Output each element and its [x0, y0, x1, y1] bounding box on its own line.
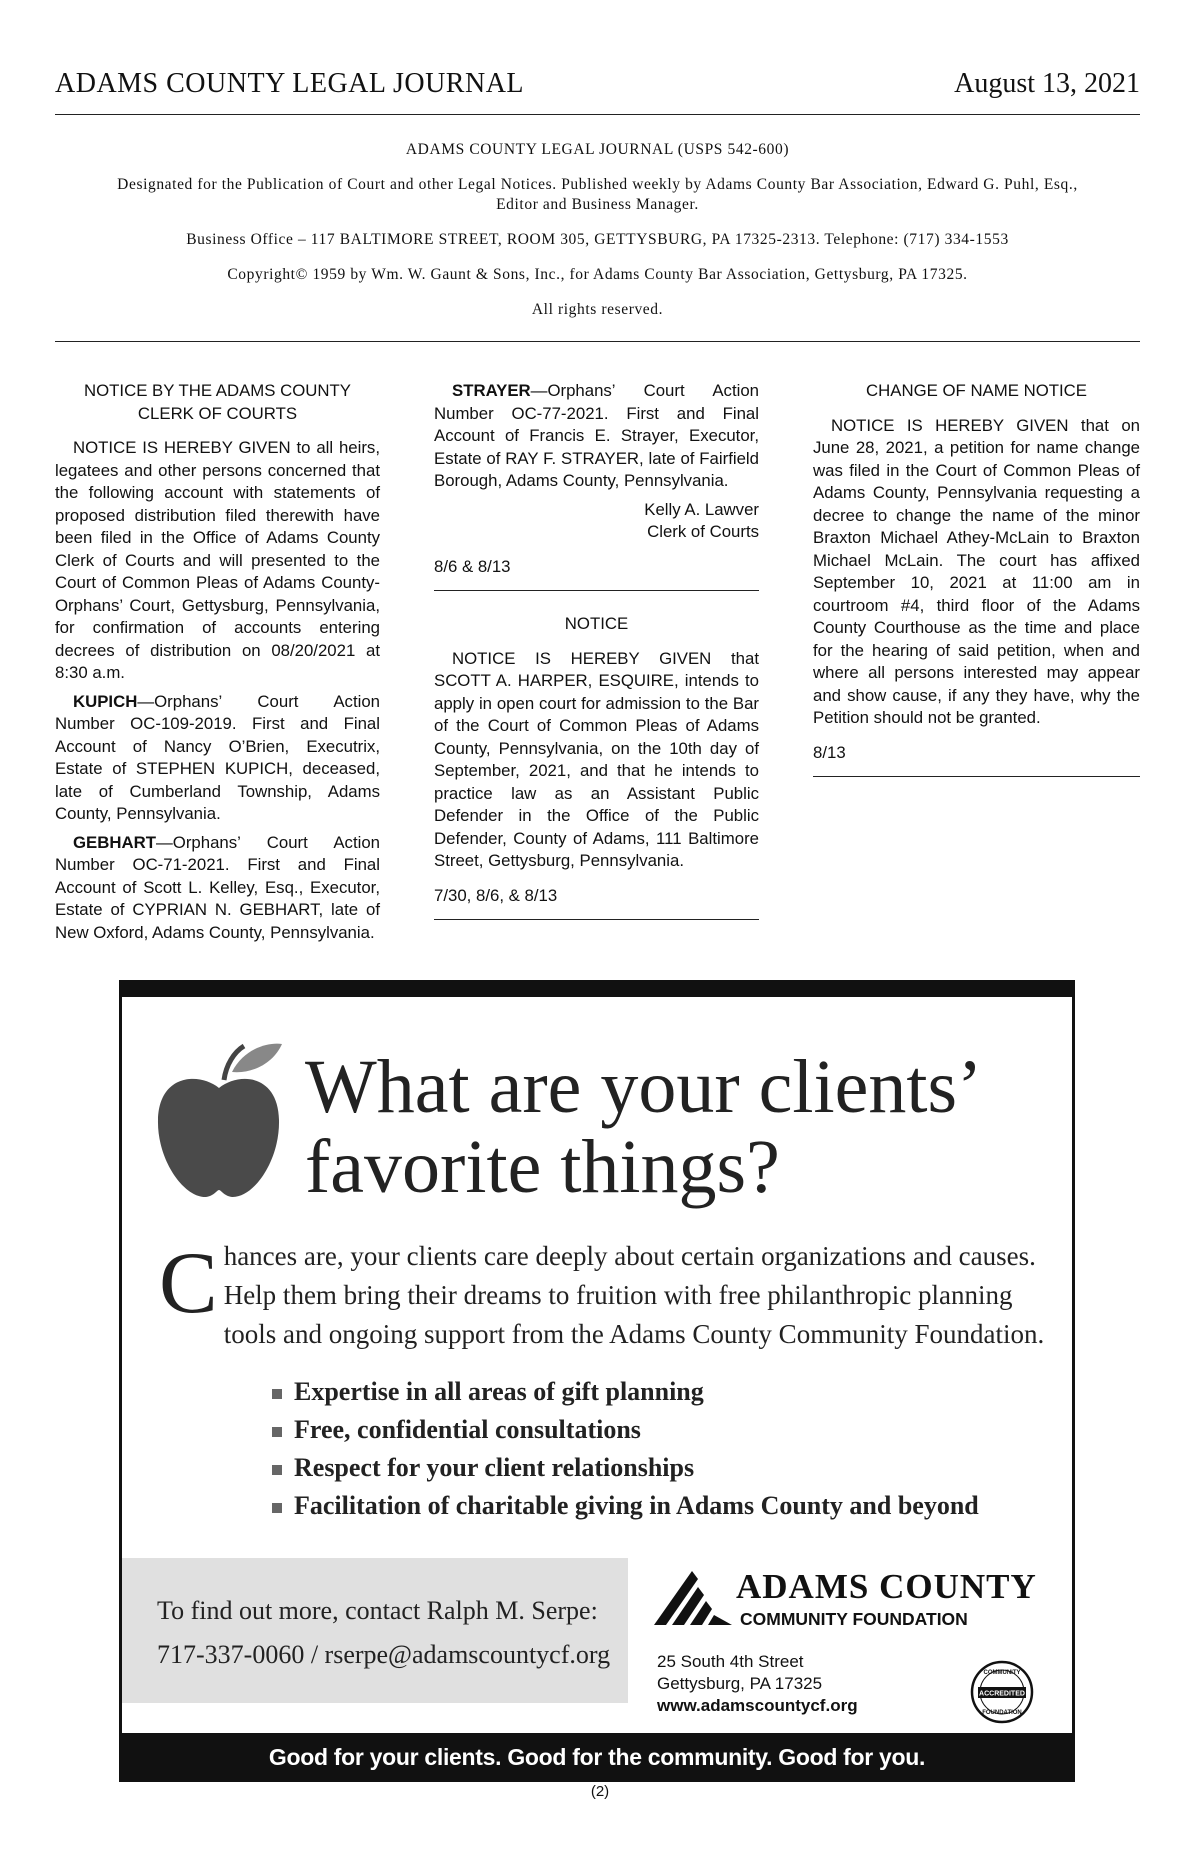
address-street: 25 South 4th Street: [657, 1652, 804, 1671]
signature-name: Kelly A. Lawver: [644, 499, 759, 519]
svg-text:ACCREDITED: ACCREDITED: [979, 1690, 1025, 1698]
publication-info: [55, 140, 1140, 335]
foundation-name: ADAMS COUNTY: [736, 1567, 1037, 1606]
foundation-advertisement: [119, 980, 1075, 1770]
ad-headline: [305, 1047, 1065, 1207]
bullet-square-icon: [272, 1465, 282, 1475]
divider: [813, 776, 1140, 777]
address-city: Gettysburg, PA 17325: [657, 1674, 823, 1693]
publication-dates: 8/6 & 8/13: [434, 556, 511, 576]
notice-heading: NOTICE: [564, 614, 629, 633]
publication-dates: 8/13: [813, 742, 846, 762]
foundation-address: [657, 1651, 858, 1717]
signature-title: Clerk of Courts: [647, 522, 759, 541]
headline-line: favorite things?: [305, 1125, 780, 1209]
notice-entry: [55, 832, 380, 945]
contact-label: To find out more, contact Ralph M. Serpe:: [157, 1596, 598, 1625]
issue-date: August 13, 2021: [954, 68, 1140, 99]
list-item: Facilitation of charitable giving in Adams County and beyond: [272, 1487, 979, 1525]
publication-dates: 7/30, 8/6, & 8/13: [434, 885, 558, 905]
entry-name: GEBHART: [73, 832, 156, 852]
name-change-column: [813, 380, 1140, 799]
middle-column: [434, 380, 759, 942]
svg-text:COMMUNITY: COMMUNITY: [983, 1670, 1021, 1676]
notice-clerk-column: [55, 380, 380, 950]
notice-heading: CHANGE OF NAME NOTICE: [866, 381, 1087, 400]
foundation-logo-icon: [652, 1567, 734, 1627]
entry-name: KUPICH: [73, 691, 138, 711]
list-item: Free, confidential consultations: [272, 1411, 979, 1449]
entry-text: —Orphans’ Court Action Number OC-109-2019. First and Final Account of Nancy O’Brien, Executrix, Estate of STEPHEN KUPICH, deceased, late of Cumberland Township, Adams County, Pennsylvania.: [55, 691, 380, 823]
journal-title: ADAMS COUNTY LEGAL JOURNAL: [55, 68, 525, 99]
headline-line: What are your clients’: [305, 1045, 983, 1129]
masthead: [55, 64, 1140, 115]
benefits-list: [272, 1373, 979, 1525]
notice-heading: NOTICE BY THE ADAMS COUNTY CLERK OF COURTS: [84, 381, 351, 423]
ad-body: [159, 1237, 1059, 1354]
apple-icon: [154, 1040, 284, 1200]
divider: [434, 919, 759, 920]
pub-line-usps: ADAMS COUNTY LEGAL JOURNAL (USPS 542-600): [405, 141, 790, 158]
pub-line-office: Business Office – 117 BALTIMORE STREET, ROOM 305, GETTYSBURG, PA 17325-2313. Telephone: (717) 334-1553: [186, 231, 1009, 248]
bullet-square-icon: [272, 1503, 282, 1513]
list-item: Respect for your client relationships: [272, 1449, 979, 1487]
divider: [55, 341, 1140, 342]
entry-text: —Orphans’ Court Action Number OC-71-2021. First and Final Account of Scott L. Kelley, Esq., Executor, Estate of CYPRIAN N. GEBHART, late of New Oxford, Adams County, Pennsylvania.: [55, 832, 380, 942]
notice-intro: NOTICE IS HEREBY GIVEN to all heirs, legatees and other persons concerned that the following account with statements of proposed distribution filed therewith have been filed in the Office of Adams County Clerk of Courts and will presented to the Court of Common Pleas of Adams County-Orphans’ Court, Gettysburg, Pennsylvania, for confirmation of accounts entering decrees of distribution on 08/20/2021 at 8:30 a.m.: [55, 438, 380, 682]
foundation-subtitle: COMMUNITY FOUNDATION: [740, 1609, 968, 1629]
accreditation-badge-icon: [970, 1660, 1034, 1724]
pub-line-copyright: Copyright© 1959 by Wm. W. Gaunt & Sons, Inc., for Adams County Bar Association, Gettysburg, PA 17325.: [227, 266, 968, 283]
page-number: (2): [590, 1783, 610, 1800]
contact-details[interactable]: 717-337-0060 / rserpe@adamscountycf.org: [157, 1640, 611, 1669]
pub-line-rights: All rights reserved.: [531, 301, 664, 318]
entry-text: —Orphans’ Court Action Number OC-77-2021. First and Final Account of Francis E. Strayer, Executor, Estate of RAY F. STRAYER, late of Fairfield Borough, Adams County, Pennsylvania.: [434, 381, 759, 490]
svg-text:FOUNDATION: FOUNDATION: [982, 1710, 1022, 1716]
notice-body: NOTICE IS HEREBY GIVEN that SCOTT A. HARPER, ESQUIRE, intends to apply in open court for admission to the Bar of the Court of Common Pleas of Adams County, Pennsylvania, on the 10th day of September, 2021, and that he intends to practice law as an Assistant Public Defender in the Office of the Public Defender, County of Adams, 111 Baltimore Street, Gettysburg, Pennsylvania.: [434, 648, 759, 870]
bullet-square-icon: [272, 1427, 282, 1437]
ad-tagline: Good for your clients. Good for the community. Good for you.: [119, 1733, 1075, 1782]
notice-entry: [434, 380, 759, 493]
website-link[interactable]: www.adamscountycf.org: [657, 1696, 858, 1715]
ad-body-text: hances are, your clients care deeply about certain organizations and causes. Help them bring their dreams to fruition with free philanthropic planning tools and ongoing support from the Adams County Community Foundation.: [223, 1241, 1045, 1349]
entry-name: STRAYER: [452, 381, 531, 400]
contact-box: [122, 1558, 628, 1703]
notice-body: NOTICE IS HEREBY GIVEN that on June 28, 2021, a petition for name change was filed in the Court of Common Pleas of Adams County, Pennsylvania requesting a decree to change the name of the minor Braxton Michael Athey-McLain to Braxton Michael McLain. The court has affixed September 10, 2021 at 11:00 am in courtroom #4, third floor of the Adams County Courthouse as the time and place for the hearing of said petition, when and where all persons interested may appear and show cause, if any they have, why the Petition should not be granted.: [813, 415, 1140, 727]
drop-cap: C: [159, 1235, 218, 1332]
pub-line-designation: Designated for the Publication of Court and other Legal Notices. Published weekly by Adams County Bar Association, Edward G. Puhl, Esq., Editor and Business Manager.: [117, 176, 1078, 213]
divider: [434, 590, 759, 591]
list-item: Expertise in all areas of gift planning: [272, 1373, 979, 1411]
notice-entry: [55, 691, 380, 826]
bullet-square-icon: [272, 1389, 282, 1399]
